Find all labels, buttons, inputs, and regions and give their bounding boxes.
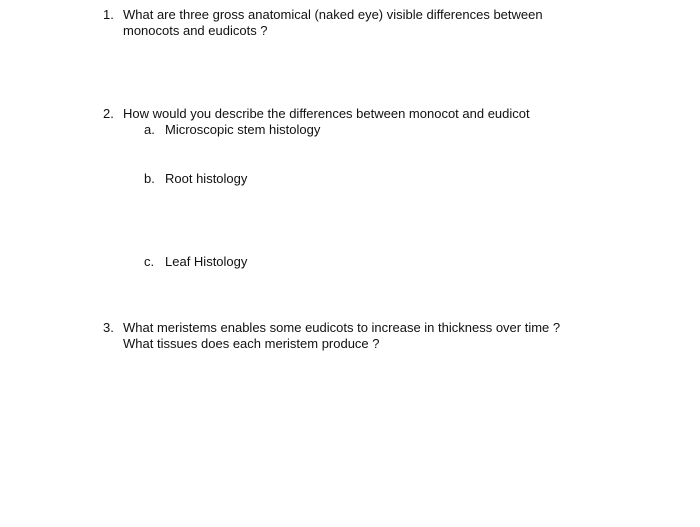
question-2-subitem-b [144, 171, 624, 187]
question-2 [103, 106, 663, 122]
question-3-line-2: What tissues does each meristem produce ? [123, 336, 380, 351]
question-1-text [123, 7, 663, 39]
question-2-text [123, 106, 663, 122]
subitem-c-label: Leaf Histology [165, 254, 248, 269]
question-2-subitem-a [144, 122, 624, 138]
question-1-line-1: What are three gross anatomical (naked eye) visible differences between [123, 7, 543, 22]
question-3 [103, 320, 663, 352]
subitem-a-label: Microscopic stem histology [165, 122, 321, 137]
subitem-b-letter: b. [144, 171, 155, 186]
question-3-text [123, 320, 663, 352]
question-3-number: 3. [103, 320, 114, 335]
question-1-number: 1. [103, 7, 114, 22]
question-1 [103, 7, 663, 39]
question-3-line-1: What meristems enables some eudicots to increase in thickness over time ? [123, 320, 561, 335]
question-2-subitem-c [144, 254, 624, 270]
subitem-a-letter: a. [144, 122, 155, 137]
question-2-line-1: How would you describe the differences between monocot and eudicot [123, 106, 530, 121]
question-2-number: 2. [103, 106, 114, 121]
subitem-b-label: Root histology [165, 171, 248, 186]
subitem-c-letter: c. [144, 254, 155, 269]
question-1-line-2: monocots and eudicots ? [123, 23, 268, 38]
